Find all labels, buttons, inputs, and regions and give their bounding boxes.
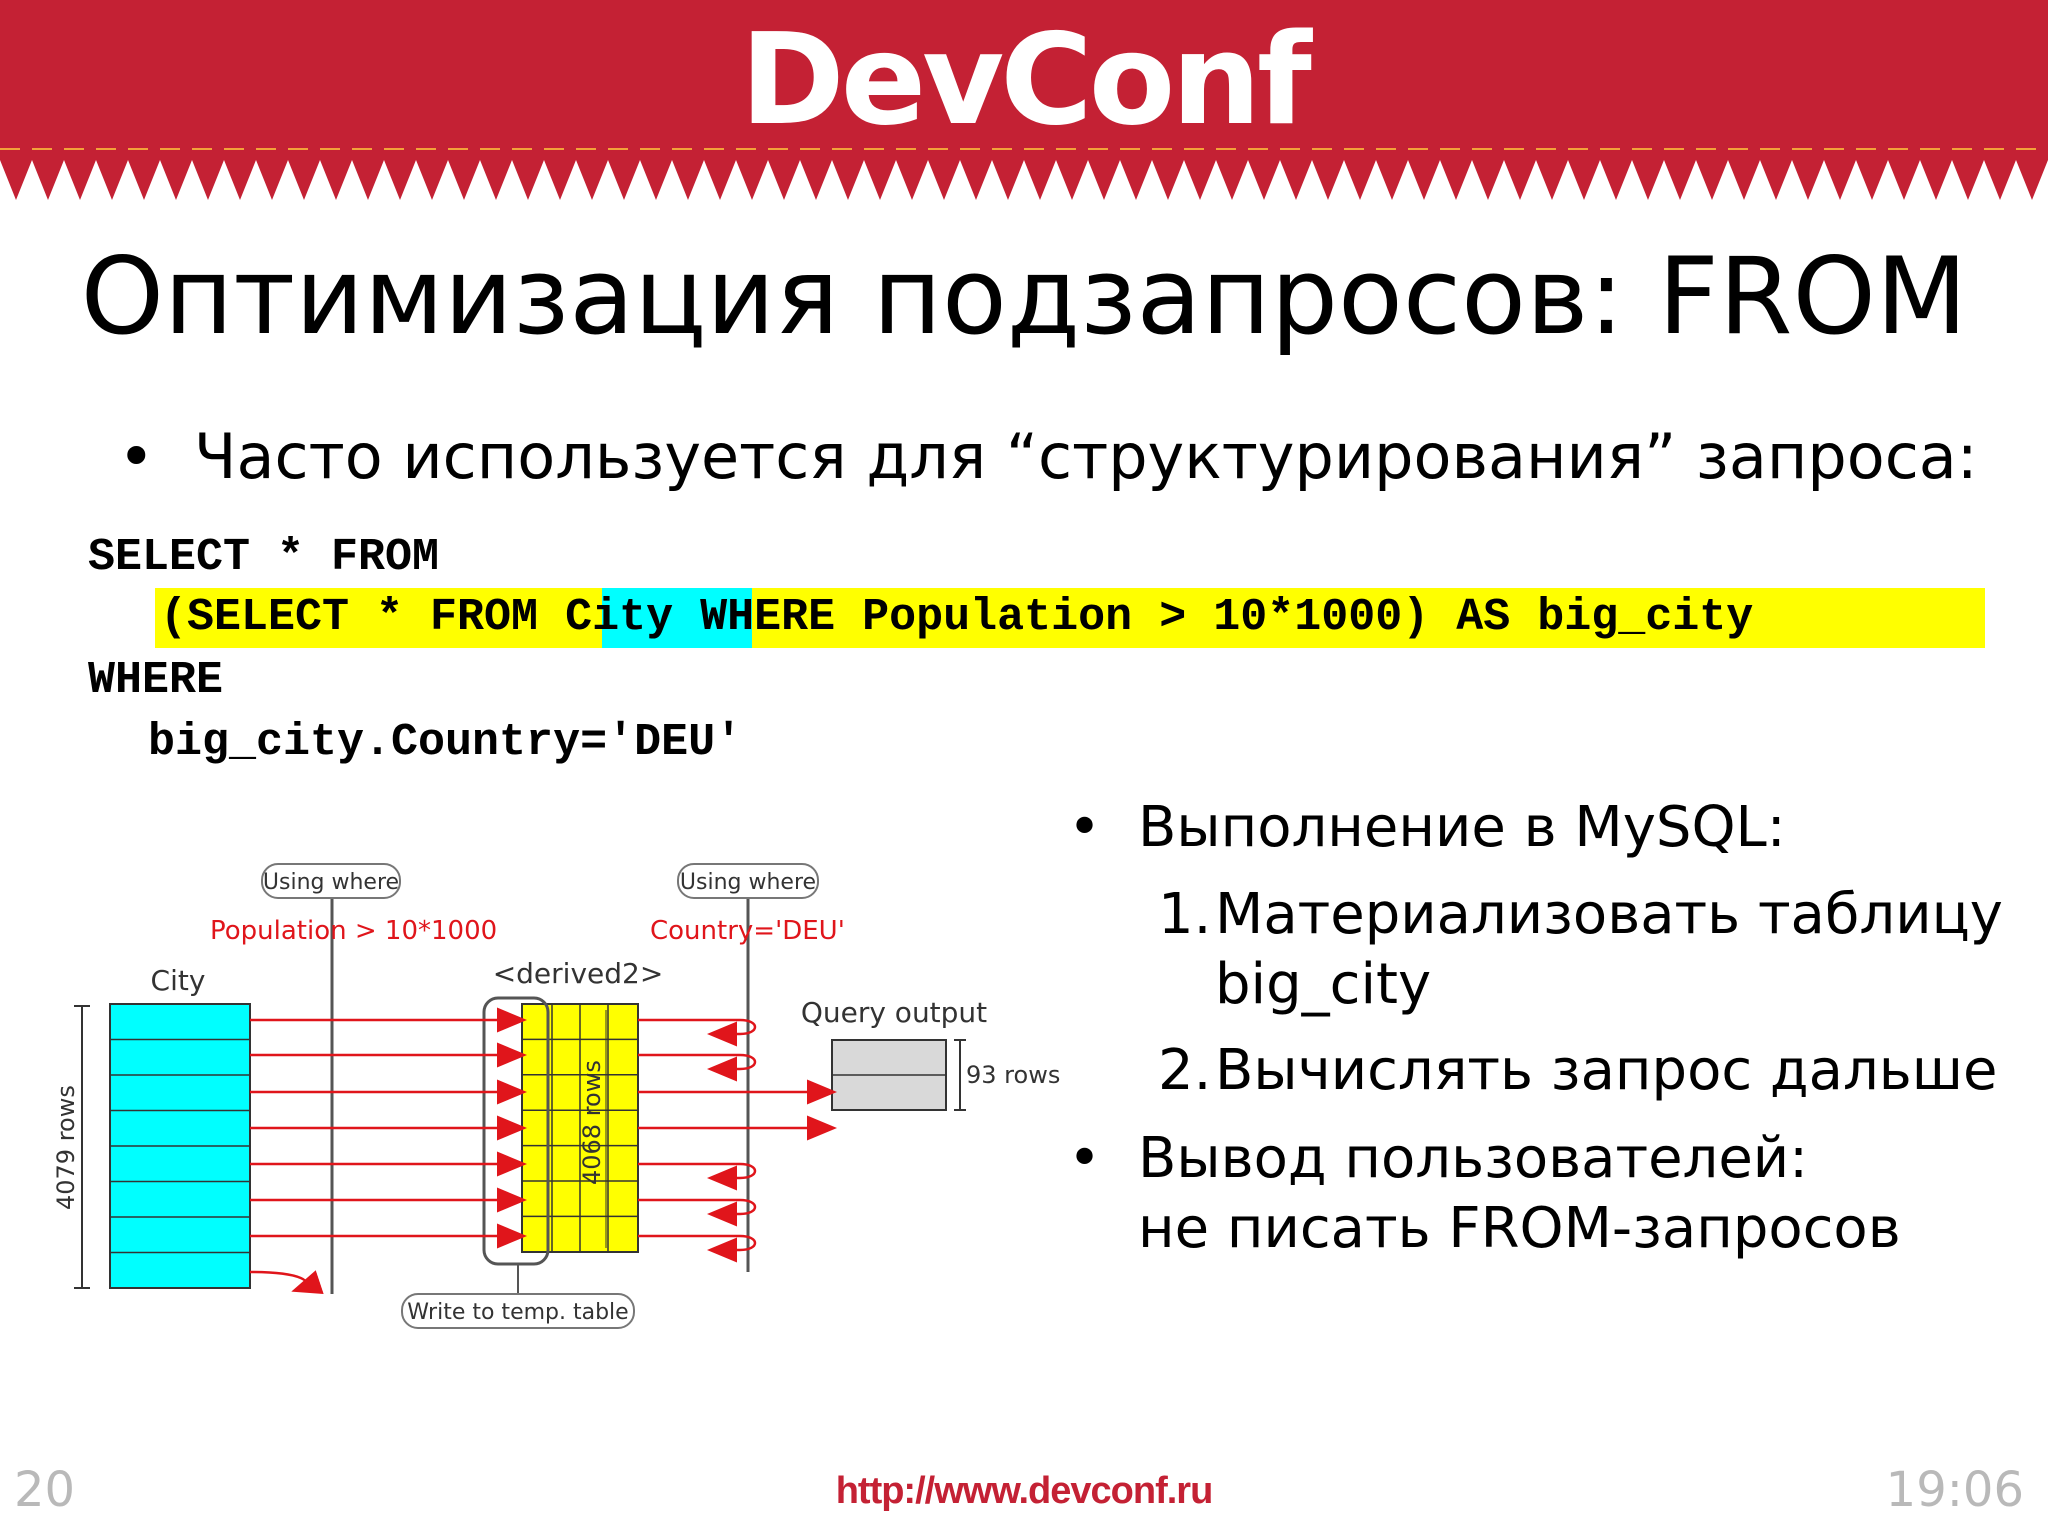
arrow-derived-rejected (638, 1020, 755, 1034)
city-label: City (150, 964, 206, 997)
devconf-logo: DevConf (740, 6, 1308, 153)
query-output-label: Query output (800, 996, 988, 1029)
arrow-derived-rejected (638, 1055, 755, 1069)
slide-number: 20 (14, 1462, 76, 1518)
write-temp-label: Write to temp. table (407, 1300, 629, 1325)
bullet-out-line1: Вывод пользователей: (1138, 1126, 1809, 1191)
city-rows-count: 4079 rows (52, 1085, 80, 1210)
step1-line1: Материализовать таблицу (1215, 882, 2003, 947)
footer-url: http://www.devconf.ru (835, 1470, 1213, 1512)
arrow-derived-rejected (638, 1236, 755, 1250)
bullet-out-line2: не писать FROM-запросов (1138, 1196, 1901, 1261)
country-condition: Country='DEU' (650, 916, 845, 946)
code-line-1: SELECT * FROM (88, 532, 440, 583)
bullet-out-dot: • (1068, 1126, 1102, 1191)
slide-time: 19:06 (1885, 1462, 2024, 1518)
using-where-left-label: Using where (262, 870, 400, 895)
code-line-4: big_city.Country='DEU' (148, 717, 743, 768)
using-where-right-label: Using where (679, 870, 817, 895)
step2-number: 2. (1158, 1038, 1212, 1103)
arrow-derived-rejected (638, 1164, 755, 1178)
arrow-derived-rejected (638, 1200, 755, 1214)
output-rows-count: 93 rows (966, 1061, 1061, 1089)
bullet-exec-text: Выполнение в MySQL: (1138, 795, 1786, 860)
step2-line1: Вычислять запрос дальше (1215, 1038, 1998, 1103)
derived-rows-count: 4068 rows (578, 1060, 606, 1185)
slide-title: Оптимизация подзапросов: FROM (80, 235, 1968, 358)
step1-line2: big_city (1215, 952, 1432, 1017)
population-condition: Population > 10*1000 (210, 916, 498, 946)
city-table (110, 1004, 250, 1288)
code-line-2-city: City (565, 592, 674, 643)
bullet-exec-dot: • (1068, 795, 1102, 860)
code-line-3: WHERE (88, 655, 224, 706)
code-line-2-part2: WHERE Population > 10*1000) AS big_city (673, 592, 1754, 643)
arrow-city-end-scan (250, 1272, 306, 1290)
step1-number: 1. (1158, 882, 1212, 947)
code-line-2-part1: (SELECT * FROM (160, 592, 566, 643)
bullet-dot: • (118, 420, 155, 493)
derived-label: <derived2> (492, 957, 664, 990)
bullet-structuring-text: Часто используется для “структурирования” запроса: (194, 420, 1978, 493)
